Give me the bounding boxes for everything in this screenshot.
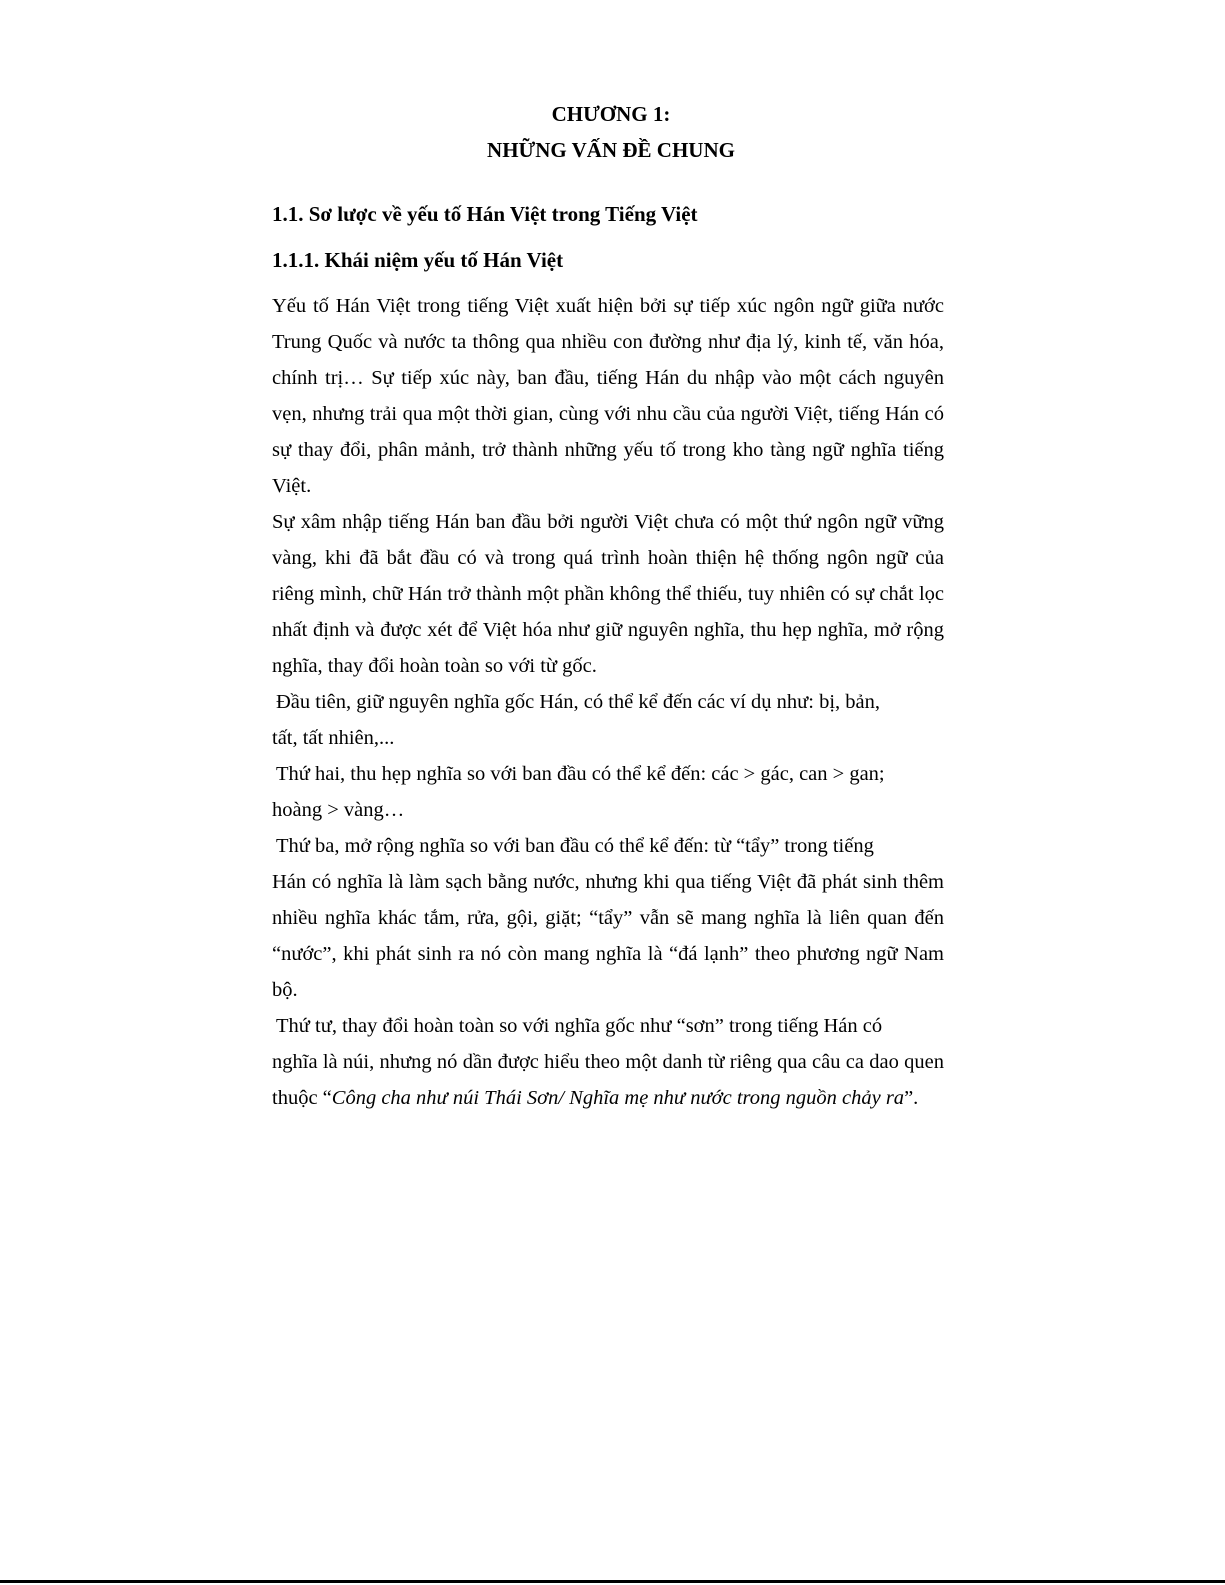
paragraph-1: Yếu tố Hán Việt trong tiếng Việt xuất hiện bởi sự tiếp xúc ngôn ngữ giữa nước Trung Quốc và nước ta thông qua nhiều con đường như địa lý, kinh tế, văn hóa, chính trị… Sự tiếp xúc này, ban đầu, tiếng Hán du nhập vào một cách nguyên vẹn, nhưng trải qua một thời gian, cùng với nhu cầu của người Việt, tiếng Hán có sự thay đổi, phân mảnh, trở thành những yếu tố trong kho tàng ngữ nghĩa tiếng Việt.: [272, 295, 944, 497]
paragraph-6-text-after-quote: ”.: [904, 1087, 919, 1109]
paragraph-6-rest: [272, 1044, 944, 1116]
paragraph-4-line-1: Thứ hai, thu hẹp nghĩa so với ban đầu có thể kể đến: các > gác, can > gan;: [276, 763, 885, 785]
section-heading-1-1: 1.1. Sơ lược về yếu tố Hán Việt trong Tiếng Việt: [272, 202, 698, 226]
paragraph-3: [272, 684, 944, 756]
paragraph-4-line-2: hoàng > vàng…: [272, 799, 405, 821]
paragraph-6-line-1: Thứ tư, thay đổi hoàn toàn so với nghĩa gốc như “sơn” trong tiếng Hán có: [276, 1015, 883, 1037]
page-bottom-border: [0, 1580, 1225, 1583]
chapter-label: CHƯƠNG 1:: [551, 102, 671, 126]
paragraph-5: [272, 828, 944, 1008]
paragraph-6: [272, 1008, 944, 1116]
paragraph-5-line-1: Thứ ba, mở rộng nghĩa so với ban đầu có thể kể đến: từ “tẩy” trong tiếng: [276, 835, 874, 857]
section-heading-1-1-1: 1.1.1. Khái niệm yếu tố Hán Việt: [272, 248, 564, 272]
paragraph-3-line-1: Đầu tiên, giữ nguyên nghĩa gốc Hán, có thể kể đến các ví dụ như: bị, bản,: [276, 691, 881, 713]
paragraph-3-line-2: tất, tất nhiên,...: [272, 727, 395, 749]
paragraph-5-rest: Hán có nghĩa là làm sạch bằng nước, nhưng khi qua tiếng Việt đã phát sinh thêm nhiều nghĩa khác tắm, rửa, gội, giặt; “tẩy” vẫn sẽ mang nghĩa là liên quan đến “nước”, khi phát sinh ra nó còn mang nghĩa là “đá lạnh” theo phương ngữ Nam bộ.: [272, 871, 944, 1001]
paragraph-4: [272, 756, 944, 828]
paragraph-6-text-before-quote: nghĩa là núi, nhưng nó dần được hiểu theo một danh từ riêng qua câu ca dao quen thuộc “: [272, 1051, 944, 1109]
paragraph-2: Sự xâm nhập tiếng Hán ban đầu bởi người Việt chưa có một thứ ngôn ngữ vững vàng, khi đã bắt đầu có và trong quá trình hoàn thiện hệ thống ngôn ngữ của riêng mình, chữ Hán trở thành một phần không thể thiếu, tuy nhiên có sự chắt lọc nhất định và được xét để Việt hóa như giữ nguyên nghĩa, thu hẹp nghĩa, mở rộng nghĩa, thay đổi hoàn toàn so với từ gốc.: [272, 511, 944, 677]
folk-verse-quote: Công cha như núi Thái Sơn/ Nghĩa mẹ như nước trong nguồn chảy ra: [331, 1087, 905, 1109]
document-page: [272, 96, 944, 1116]
chapter-title: NHỮNG VẤN ĐỀ CHUNG: [487, 138, 735, 162]
